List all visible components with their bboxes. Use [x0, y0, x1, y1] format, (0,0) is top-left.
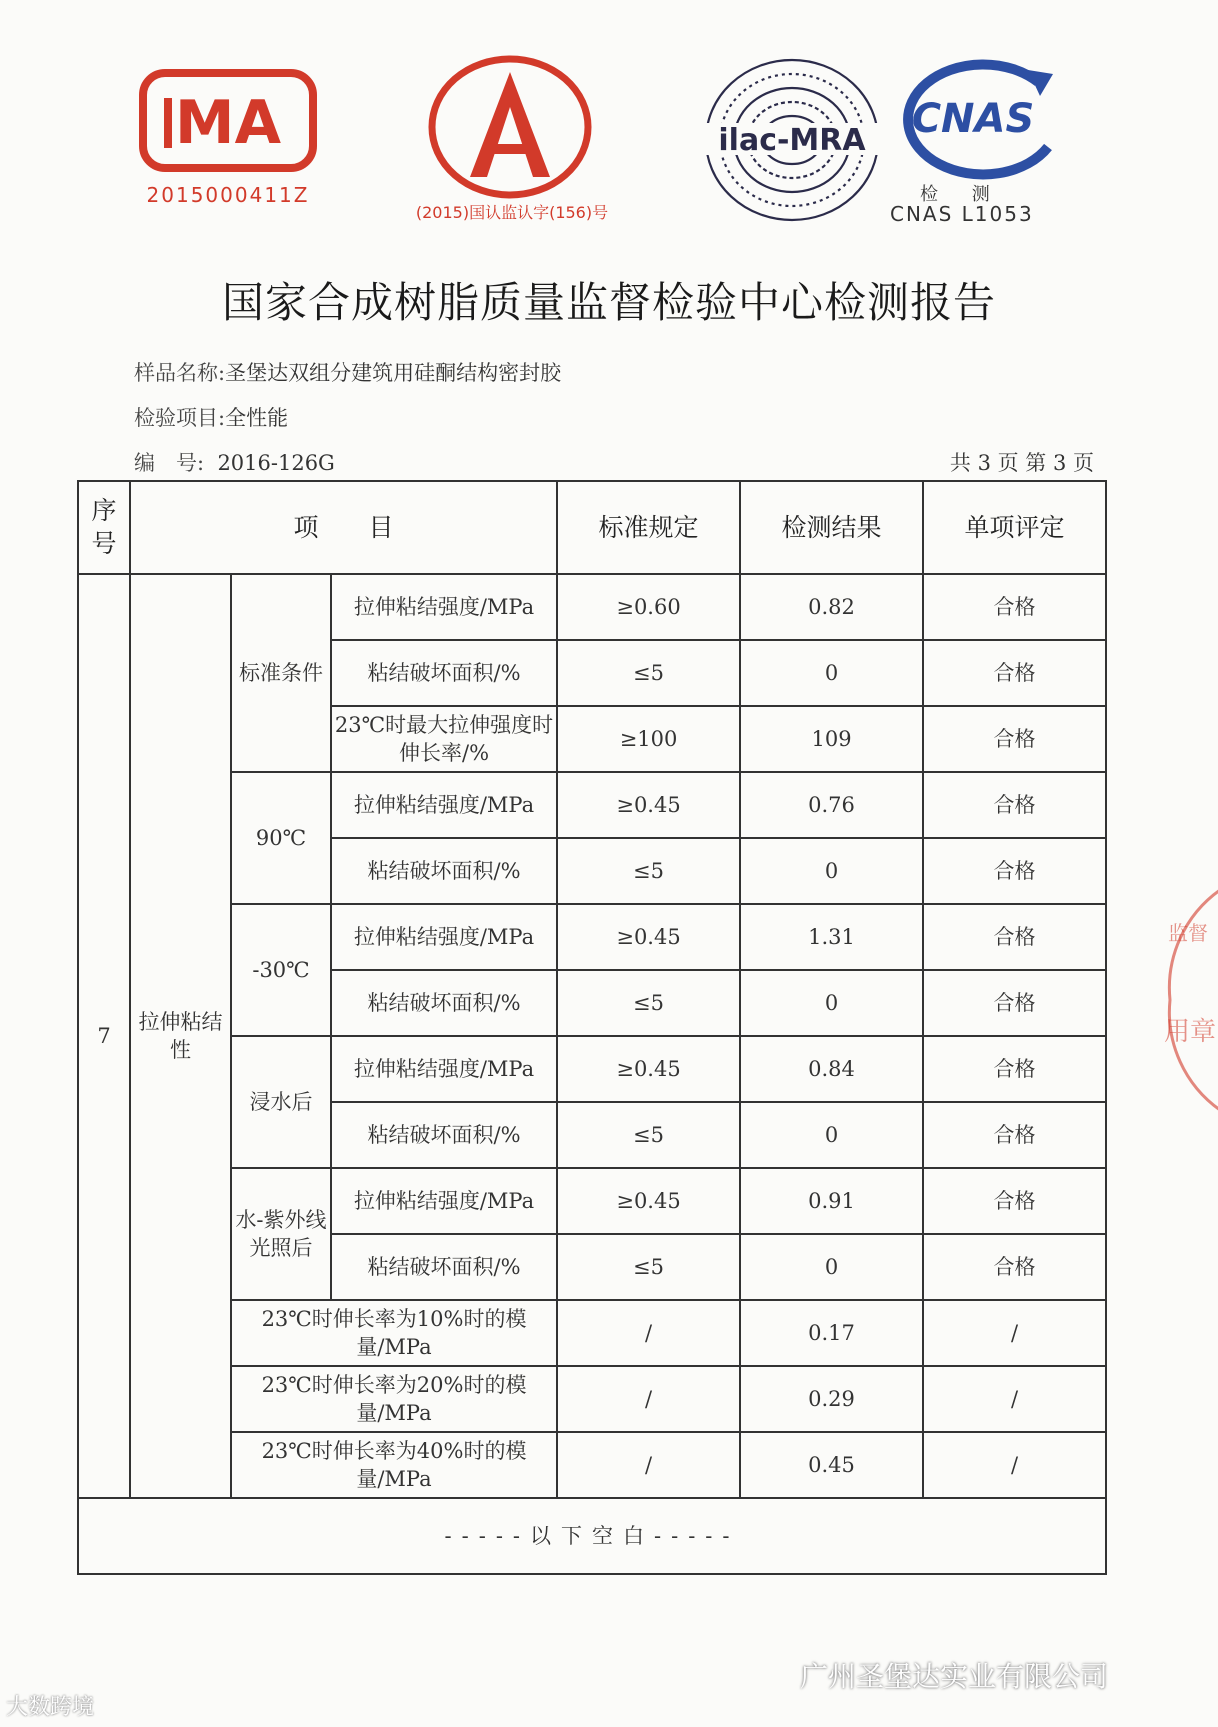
result-cell: 0.76	[740, 772, 923, 838]
report-number-value: 2016-126G	[217, 451, 335, 475]
verdict-cell: 合格	[923, 1234, 1106, 1300]
cma-code: 2015000411Z	[146, 183, 310, 207]
result-cell: 0.82	[740, 574, 923, 640]
table-row	[78, 772, 1106, 838]
header-standard: 标准规定	[557, 481, 740, 574]
result-cell: 0.17	[740, 1300, 923, 1366]
inspection-item-label: 检验项目:	[134, 406, 226, 430]
table-row	[78, 1432, 1106, 1498]
test-results-table	[77, 480, 1107, 1575]
watermark-left: 大数跨境	[6, 1695, 95, 1720]
group-cell: 拉伸粘结性	[130, 574, 231, 1498]
condition-minus30c: -30℃	[231, 904, 331, 1036]
cnas-code: CNAS L1053	[890, 202, 1034, 226]
inspection-item-value: 全性能	[225, 406, 289, 430]
red-seal-stamp	[1150, 880, 1218, 1120]
standard-cell: ≤5	[557, 970, 740, 1036]
svg-text:CNAS: CNAS	[911, 96, 1035, 142]
item-cell: 拉伸粘结强度/MPa	[331, 904, 557, 970]
svg-text:MA: MA	[174, 88, 282, 158]
condition-standard: 标准条件	[231, 574, 331, 772]
result-cell: 0.45	[740, 1432, 923, 1498]
cma-logo	[138, 68, 318, 178]
result-cell: 0	[740, 838, 923, 904]
result-cell: 0.29	[740, 1366, 923, 1432]
verdict-cell: /	[923, 1366, 1106, 1432]
item-cell: 粘结破坏面积/%	[331, 640, 557, 706]
standard-cell: ≥0.60	[557, 574, 740, 640]
cnas-chinese-label: 检 测	[920, 184, 1004, 205]
item-cell: 拉伸粘结强度/MPa	[331, 574, 557, 640]
svg-text:监督: 监督	[1168, 921, 1208, 945]
verdict-cell: 合格	[923, 904, 1106, 970]
sample-name-label: 样品名称:	[134, 361, 226, 385]
result-cell: 0	[740, 970, 923, 1036]
verdict-cell: 合格	[923, 574, 1106, 640]
verdict-cell: 合格	[923, 706, 1106, 772]
condition-water: 浸水后	[231, 1036, 331, 1168]
item-cell: 粘结破坏面积/%	[331, 1102, 557, 1168]
condition-uv: 水-紫外线光照后	[231, 1168, 331, 1300]
table-row	[78, 1168, 1106, 1234]
item-cell: 粘结破坏面积/%	[331, 970, 557, 1036]
item-cell: 23℃时最大拉伸强度时伸长率/%	[331, 706, 557, 772]
header-seq: 序号	[78, 481, 130, 574]
header-result: 检测结果	[740, 481, 923, 574]
standard-cell: ≥100	[557, 706, 740, 772]
standard-cell: ≤5	[557, 838, 740, 904]
table-row	[78, 1366, 1106, 1432]
seq-cell: 7	[78, 574, 130, 1498]
result-cell: 0.91	[740, 1168, 923, 1234]
table-row	[78, 904, 1106, 970]
report-number-line	[134, 447, 335, 477]
modulus-item-cell: 23℃时伸长率为10%时的模量/MPa	[231, 1300, 557, 1366]
header-verdict: 单项评定	[923, 481, 1106, 574]
standard-cell: ≤5	[557, 1102, 740, 1168]
sample-name-line	[134, 357, 561, 387]
verdict-cell: 合格	[923, 772, 1106, 838]
standard-cell: /	[557, 1366, 740, 1432]
result-cell: 109	[740, 706, 923, 772]
modulus-item-cell: 23℃时伸长率为40%时的模量/MPa	[231, 1432, 557, 1498]
verdict-cell: /	[923, 1432, 1106, 1498]
blank-below-note: -----以下空白-----	[78, 1498, 1106, 1574]
svg-text:用章: 用章	[1164, 1017, 1217, 1047]
table-row	[78, 1036, 1106, 1102]
standard-cell: ≤5	[557, 640, 740, 706]
ilac-mra-logo	[700, 55, 885, 225]
svg-text:ilac-MRA: ilac-MRA	[718, 123, 866, 158]
verdict-cell: 合格	[923, 1102, 1106, 1168]
table-row	[78, 574, 1106, 640]
item-cell: 拉伸粘结强度/MPa	[331, 772, 557, 838]
report-title: 国家合成树脂质量监督检验中心检测报告	[221, 278, 996, 327]
verdict-cell: 合格	[923, 970, 1106, 1036]
item-cell: 拉伸粘结强度/MPa	[331, 1168, 557, 1234]
standard-cell: /	[557, 1300, 740, 1366]
inspection-item-line	[134, 402, 288, 432]
item-cell: 粘结破坏面积/%	[331, 838, 557, 904]
standard-cell: ≤5	[557, 1234, 740, 1300]
item-cell: 粘结破坏面积/%	[331, 1234, 557, 1300]
sample-name-value: 圣堡达双组分建筑用硅酮结构密封胶	[225, 361, 562, 385]
condition-90c: 90℃	[231, 772, 331, 904]
standard-cell: ≥0.45	[557, 904, 740, 970]
verdict-cell: 合格	[923, 640, 1106, 706]
result-cell: 1.31	[740, 904, 923, 970]
standard-cell: ≥0.45	[557, 772, 740, 838]
result-cell: 0	[740, 640, 923, 706]
table-row	[78, 1300, 1106, 1366]
modulus-item-cell: 23℃时伸长率为20%时的模量/MPa	[231, 1366, 557, 1432]
result-cell: 0	[740, 1102, 923, 1168]
standard-cell: /	[557, 1432, 740, 1498]
standard-cell: ≥0.45	[557, 1036, 740, 1102]
table-header-row	[78, 481, 1106, 574]
result-cell: 0	[740, 1234, 923, 1300]
verdict-cell: 合格	[923, 838, 1106, 904]
verdict-cell: 合格	[923, 1168, 1106, 1234]
page-counter: 共 3 页 第 3 页	[949, 451, 1094, 475]
cnas-logo	[888, 52, 1058, 182]
verdict-cell: /	[923, 1300, 1106, 1366]
header-item: 项 目	[130, 481, 557, 574]
result-cell: 0.84	[740, 1036, 923, 1102]
table-end-row	[78, 1498, 1106, 1574]
item-cell: 拉伸粘结强度/MPa	[331, 1036, 557, 1102]
watermark-right: 广州圣堡达实业有限公司	[800, 1660, 1109, 1693]
cal-logo	[425, 52, 595, 202]
report-number-label: 编 号:	[134, 451, 205, 475]
standard-cell: ≥0.45	[557, 1168, 740, 1234]
cal-code: (2015)国认监认字(156)号	[415, 203, 609, 222]
verdict-cell: 合格	[923, 1036, 1106, 1102]
